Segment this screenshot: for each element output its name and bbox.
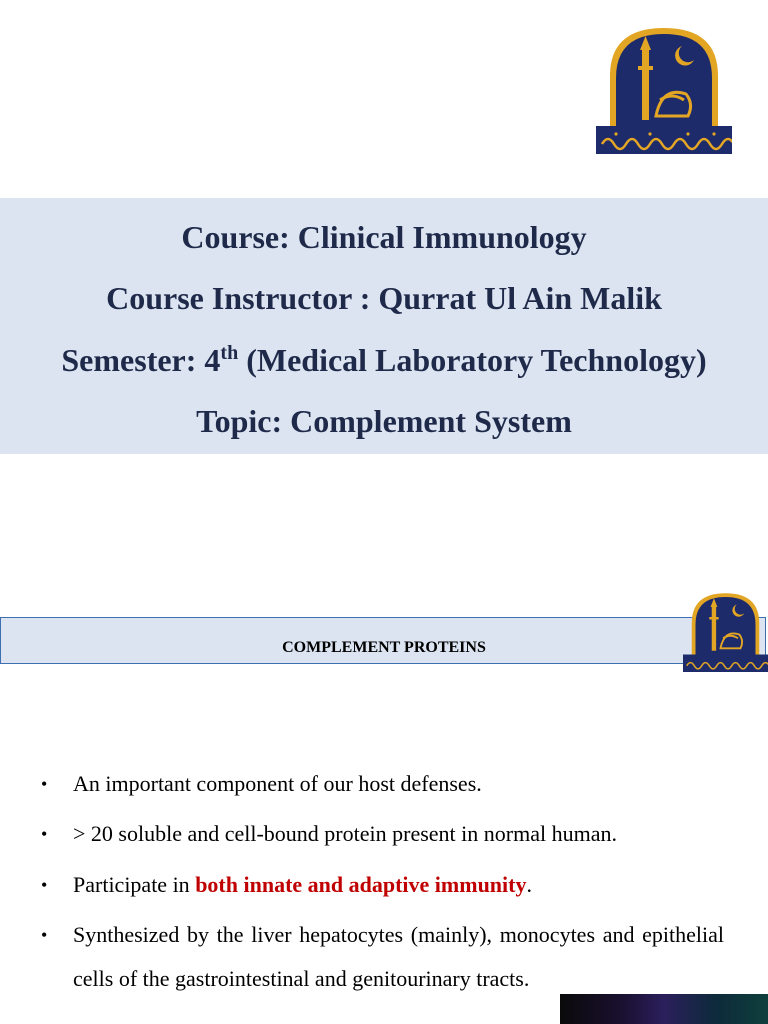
section-heading: COMPLEMENT PROTEINS [282,639,486,656]
bullet-suffix: . [526,872,532,897]
bullet-glyph: • [41,875,48,895]
bullet-glyph: • [41,925,48,945]
course-title: Course: Clinical Immunology [181,219,587,255]
bullet-text: > 20 soluble and cell-bound protein present in normal human. [73,821,617,846]
bullet-glyph: • [41,824,48,844]
topic-line: Topic: Complement System [196,403,572,439]
semester-superscript: th [220,342,239,364]
bullet-glyph: • [41,774,48,794]
highlight-text: both innate and adaptive immunity [195,872,527,897]
semester-prefix: Semester: 4 [61,342,221,378]
bullet-text: An important component of our host defenses. [73,771,482,796]
instructor-line: Course Instructor : Qurrat Ul Ain Malik [106,280,662,316]
bullet-prefix: Participate in [73,872,196,897]
semester-suffix: (Medical Laboratory Technology) [238,342,707,378]
cell-image-thumbnail [560,994,768,1024]
university-logo-small [683,590,768,674]
university-logo [596,26,732,154]
bullet-text [73,863,724,907]
bullet-text: Synthesized by the liver hepatocytes (mainly), monocytes and epithelial cells of the gastrointestinal and genitourinary tracts. [73,922,724,991]
semester-line [0,340,768,380]
